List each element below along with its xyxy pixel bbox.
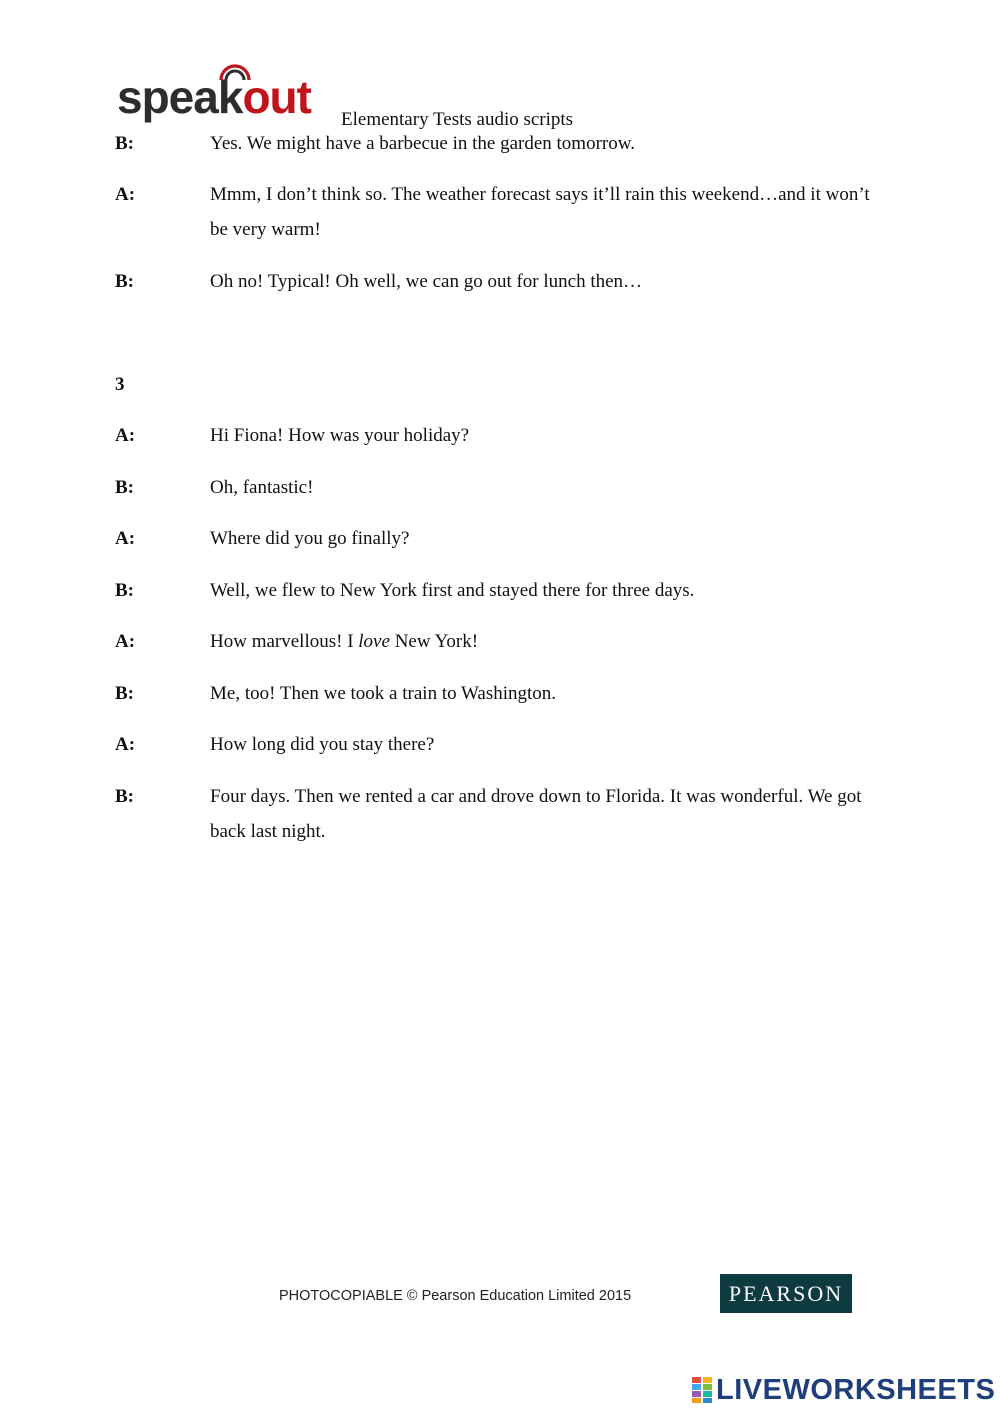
speaker-label: B: bbox=[115, 786, 134, 807]
pearson-logo: PEARSON bbox=[720, 1274, 852, 1313]
speaker-label: A: bbox=[115, 528, 136, 549]
emphasized-word: love bbox=[358, 631, 390, 652]
speaker-label: B: bbox=[115, 477, 134, 498]
dialogue-text-part: New York! bbox=[389, 631, 479, 652]
document-title: Elementary Tests audio scripts bbox=[341, 109, 574, 130]
dialogue-text: Four days. Then we rented a car and drove down to Florida. It was wonderful. We got back last night. bbox=[210, 786, 862, 842]
logo-text-out: out bbox=[242, 71, 311, 123]
speaker-label: B: bbox=[115, 683, 134, 704]
section-number: 3 bbox=[115, 374, 125, 395]
speaker-label: B: bbox=[115, 580, 134, 601]
copyright-notice: PHOTOCOPIABLE © Pearson Education Limited 2015 bbox=[279, 1288, 632, 1304]
dialogue-text: Where did you go finally? bbox=[210, 528, 410, 549]
dialogue-text: Me, too! Then we took a train to Washington. bbox=[210, 683, 557, 704]
dialogue-text: Oh no! Typical! Oh well, we can go out for lunch then… bbox=[210, 271, 643, 292]
watermark-text: LIVEWORKSHEETS bbox=[716, 1374, 996, 1406]
speaker-label: A: bbox=[115, 734, 136, 755]
dialogue-text: Hi Fiona! How was your holiday? bbox=[210, 425, 470, 446]
speakout-logo bbox=[115, 58, 335, 124]
logo-text-speak: speak bbox=[117, 71, 243, 123]
speaker-label: A: bbox=[115, 425, 136, 446]
speaker-label: A: bbox=[115, 184, 136, 205]
dialogue-text: Well, we flew to New York first and stayed there for three days. bbox=[210, 580, 695, 601]
speaker-label: B: bbox=[115, 133, 134, 154]
dialogue-text bbox=[210, 624, 882, 659]
dialogue-text: How long did you stay there? bbox=[210, 734, 435, 755]
speaker-label: A: bbox=[115, 631, 136, 652]
dialogue-text-part: How marvellous! I bbox=[210, 631, 359, 652]
dialogue-text: Yes. We might have a barbecue in the garden tomorrow. bbox=[210, 133, 635, 154]
speaker-label: B: bbox=[115, 271, 134, 292]
dialogue-text: Oh, fantastic! bbox=[210, 477, 314, 498]
liveworksheets-watermark bbox=[692, 1373, 996, 1407]
liveworksheets-grid-icon bbox=[692, 1377, 712, 1403]
dialogue-text: Mmm, I don’t think so. The weather forecast says it’ll rain this weekend…and it won’t be very warm! bbox=[210, 184, 870, 240]
